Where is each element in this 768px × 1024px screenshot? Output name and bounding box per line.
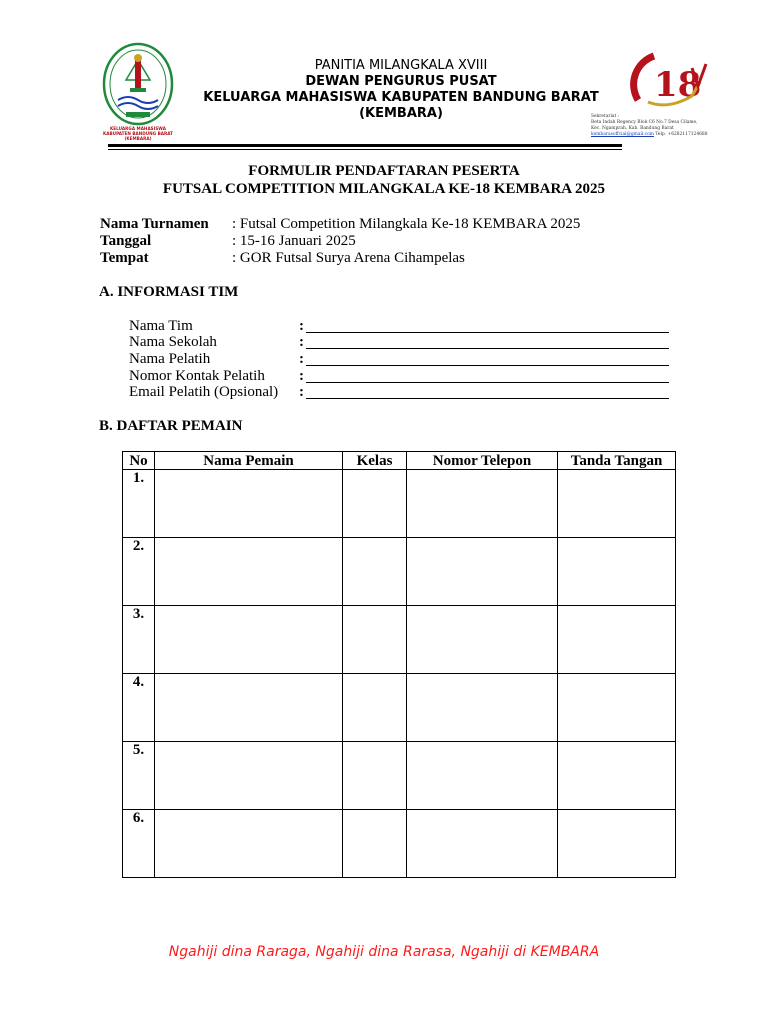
row-number: 5. [123, 742, 155, 810]
class-cell[interactable] [343, 538, 407, 606]
table-row [123, 538, 676, 606]
phone-cell[interactable] [407, 470, 558, 538]
table-row [123, 674, 676, 742]
column-header-player-name: Nama Pemain [155, 452, 343, 470]
table-row [123, 742, 676, 810]
column-header-class: Kelas [343, 452, 407, 470]
coach-name-label: Nama Pelatih [129, 351, 211, 367]
signature-cell[interactable] [558, 674, 676, 742]
class-cell[interactable] [343, 810, 407, 878]
signature-cell[interactable] [558, 606, 676, 674]
column-header-signature: Tanda Tangan [558, 452, 676, 470]
phone-cell[interactable] [407, 538, 558, 606]
phone-cell[interactable] [407, 606, 558, 674]
coach-email-field[interactable] [299, 384, 669, 401]
section-b-title: B. DAFTAR PEMAIN [99, 418, 243, 434]
table-row [123, 470, 676, 538]
player-name-cell[interactable] [155, 606, 343, 674]
player-list-table [122, 451, 676, 878]
player-name-cell[interactable] [155, 538, 343, 606]
row-number: 3. [123, 606, 155, 674]
table-row [123, 810, 676, 878]
milangkala-18-logo [624, 48, 710, 118]
secretariat-label: Sekretariat : [591, 114, 620, 119]
class-cell[interactable] [343, 742, 407, 810]
row-number: 1. [123, 470, 155, 538]
organization-abbreviation: (KEMBARA) [359, 106, 443, 121]
venue-value: : GOR Futsal Surya Arena Cihampelas [232, 250, 465, 266]
logo-caption-line3: (KEMBARA) [124, 136, 152, 141]
team-name-colon: : [299, 318, 304, 334]
secretariat-address-line2: Kec. Ngamprah, Kab. Bandung Barat [591, 126, 674, 131]
school-name-field[interactable] [299, 334, 669, 351]
phone-cell[interactable] [407, 742, 558, 810]
team-name-label: Nama Tim [129, 318, 193, 334]
coach-email-label: Email Pelatih (Opsional) [129, 384, 279, 400]
column-header-phone: Nomor Telepon [407, 452, 558, 470]
secretariat-phone: Telp. +6282117124688 [655, 132, 708, 137]
school-name-label: Nama Sekolah [129, 334, 217, 350]
coach-contact-colon: : [299, 368, 304, 384]
coach-name-field[interactable] [299, 351, 669, 368]
table-row [123, 606, 676, 674]
player-name-cell[interactable] [155, 470, 343, 538]
phone-cell[interactable] [407, 674, 558, 742]
date-label: Tanggal [100, 233, 152, 249]
player-name-cell[interactable] [155, 810, 343, 878]
header-divider-thick [108, 144, 622, 147]
logo-caption-line2: KABUPATEN BANDUNG BARAT [103, 131, 173, 136]
committee-name: PANITIA MILANGKALA XVIII [314, 58, 488, 73]
row-number: 2. [123, 538, 155, 606]
venue-label: Tempat [100, 250, 149, 266]
player-name-cell[interactable] [155, 742, 343, 810]
secretariat-address [591, 114, 721, 138]
class-cell[interactable] [343, 606, 407, 674]
school-name-colon: : [299, 334, 304, 350]
phone-cell[interactable] [407, 810, 558, 878]
organization-name [200, 90, 602, 122]
class-cell[interactable] [343, 470, 407, 538]
date-value: : 15-16 Januari 2025 [232, 233, 356, 249]
header-divider-thin [108, 149, 622, 150]
logo-caption-line1: KELUARGA MAHASISWA [110, 126, 166, 131]
coach-email-colon: : [299, 384, 304, 400]
tournament-name-label: Nama Turnamen [100, 216, 209, 232]
player-name-cell[interactable] [155, 674, 343, 742]
secretariat-address-line1: Beta Indah Regency Blok C6 No.7 Desa Cilame, [591, 120, 698, 125]
section-a-title: A. INFORMASI TIM [99, 284, 239, 300]
board-name: DEWAN PENGURUS PUSAT [305, 74, 497, 89]
coach-contact-label: Nomor Kontak Pelatih [129, 368, 265, 384]
form-subtitle: FUTSAL COMPETITION MILANGKALA KE-18 KEMBARA 2025 [162, 181, 606, 197]
coach-contact-field[interactable] [299, 368, 669, 385]
team-name-field[interactable] [299, 318, 669, 335]
table-header-row [123, 452, 676, 470]
tournament-name-value: : Futsal Competition Milangkala Ke-18 KEMBARA 2025 [232, 216, 581, 232]
signature-cell[interactable] [558, 470, 676, 538]
coach-name-colon: : [299, 351, 304, 367]
footer-motto: Ngahiji dina Raraga, Ngahiji dina Rarasa, Ngahiji di KEMBARA [168, 944, 600, 960]
organization-full-name: KELUARGA MAHASISWA KABUPATEN BANDUNG BARAT [203, 90, 599, 105]
secretariat-email-link[interactable]: kembarasoffcial@gmail.com [591, 132, 654, 137]
class-cell[interactable] [343, 674, 407, 742]
signature-cell[interactable] [558, 538, 676, 606]
signature-cell[interactable] [558, 810, 676, 878]
signature-cell[interactable] [558, 742, 676, 810]
row-number: 6. [123, 810, 155, 878]
form-title: FORMULIR PENDAFTARAN PESERTA [248, 163, 520, 179]
row-number: 4. [123, 674, 155, 742]
kembara-organization-logo [100, 42, 176, 144]
column-header-no: No [123, 452, 155, 470]
svg-text:18: 18 [654, 65, 702, 105]
